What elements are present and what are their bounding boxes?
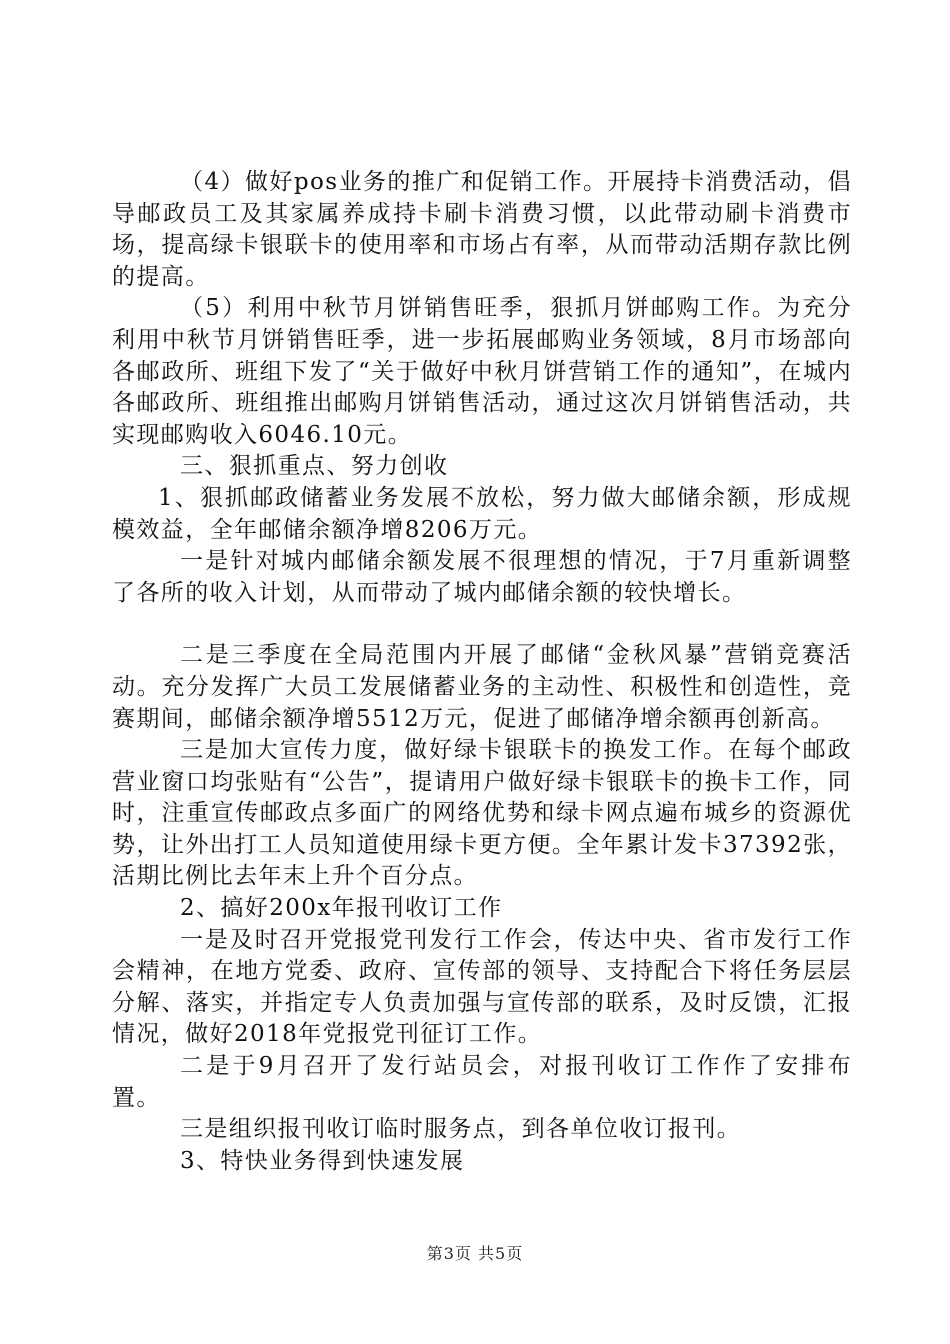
blank-line <box>112 609 852 640</box>
paragraph-savings-growth: 1、狠抓邮政储蓄业务发展不放松，努力做大邮储余额，形成规模效益，全年邮储余额净增8206万元。 <box>112 484 852 543</box>
paragraph-third-measure: 三是加大宣传力度，做好绿卡银联卡的换发工作。在每个邮政营业窗口均张贴有“公告”，提请用户做好绿卡银联卡的换卡工作，同时，注重宣传邮政点多面广的网络优势和绿卡网点遍布城乡的资源优势，让外出打工人员知道使用绿卡更方便。全年累计发卡37392张，活期比例比去年末上升个百分点。 <box>112 737 852 890</box>
paragraph-service-points: 三是组织报刊收订临时服务点，到各单位收订报刊。 <box>180 1116 742 1143</box>
subheading-express-business: 3、特快业务得到快速发展 <box>180 1147 465 1174</box>
paragraph-first-measure: 一是针对城内邮储余额发展不很理想的情况，于7月重新调整了各所的收入计划，从而带动了城内邮储余额的较快增长。 <box>112 548 852 606</box>
section-heading-focus: 三、狠抓重点、努力创收 <box>180 453 449 480</box>
page-number-footer: 第3页 共5页 <box>426 1244 524 1263</box>
paragraph-party-newspaper: 一是及时召开党报党刊发行工作会，传达中央、省市发行工作会精神，在地方党委、政府、宣传部的领导、支持配合下将任务层层分解、落实，并指定专人负责加强与宣传部的联系，及时反馈，汇报情况，做好2018年党报党刊征订工作。 <box>112 926 852 1048</box>
paragraph-pos-promotion: （4）做好pos业务的推广和促销工作。开展持卡消费活动，倡导邮政员工及其家属养成持卡刷卡消费习惯，以此带动刷卡消费市场，提高绿卡银联卡的使用率和市场占有率，从而带动活期存款比例的提高。 <box>112 169 852 290</box>
paragraph-mooncake-mail-order: （5）利用中秋节月饼销售旺季，狠抓月饼邮购工作。为充分利用中秋节月饼销售旺季，进一步拓展邮购业务领域，8月市场部向各邮政所、班组下发了“关于做好中秋月饼营销工作的通知”，在城内各邮政所、班组推出邮购月饼销售活动，通过这次月饼销售活动，共实现邮购收入6046.10元。 <box>112 295 852 448</box>
paragraph-station-meeting: 二是于9月召开了发行站员会，对报刊收订工作作了安排布置。 <box>112 1053 852 1111</box>
subheading-newspaper-subscription: 2、搞好200x年报刊收订工作 <box>180 895 503 922</box>
paragraph-second-measure: 二是三季度在全局范围内开展了邮储“金秋风暴”营销竞赛活动。充分发挥广大员工发展储蓄业务的主动性、积极性和创造性，竞赛期间，邮储余额净增5512万元，促进了邮储净增余额再创新高。 <box>112 642 852 732</box>
document-body <box>112 167 852 1177</box>
